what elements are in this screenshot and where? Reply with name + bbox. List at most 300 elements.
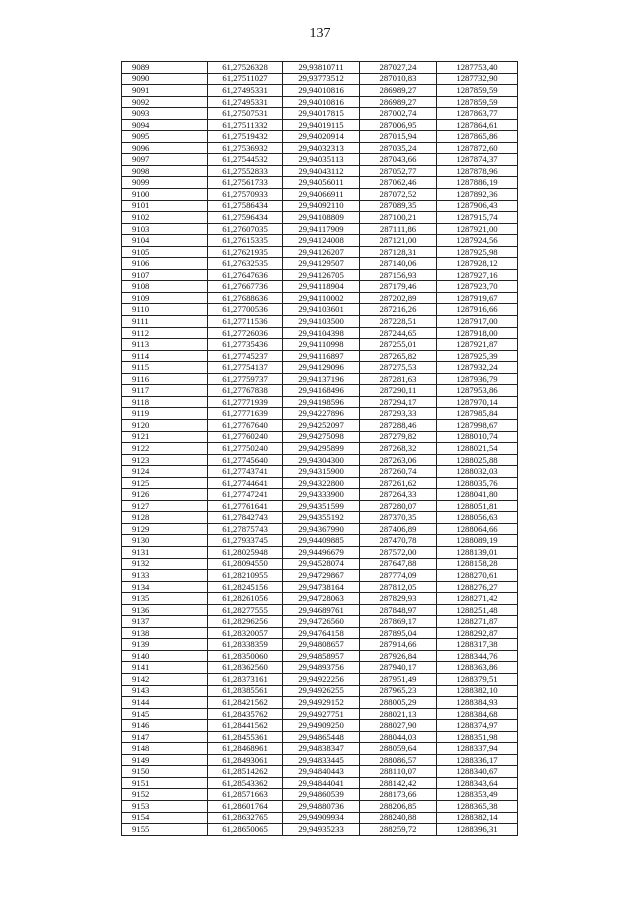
y-coordinate-cell: 1288365,38 <box>437 801 518 813</box>
x-coordinate-cell: 287002,74 <box>360 108 437 120</box>
table-row <box>122 200 518 212</box>
latitude-cell: 61,27519432 <box>208 131 283 143</box>
latitude-cell: 61,27767838 <box>208 385 283 397</box>
latitude-cell: 61,27507531 <box>208 108 283 120</box>
point-number-cell: 9155 <box>122 824 208 836</box>
point-number-cell: 9135 <box>122 593 208 605</box>
latitude-cell: 61,28210955 <box>208 570 283 582</box>
x-coordinate-cell: 287121,00 <box>360 235 437 247</box>
longitude-cell: 29,94010816 <box>283 85 360 97</box>
table-row <box>122 593 518 605</box>
y-coordinate-cell: 1288343,64 <box>437 777 518 789</box>
x-coordinate-cell: 287926,84 <box>360 650 437 662</box>
table-row <box>122 720 518 732</box>
longitude-cell: 29,94124008 <box>283 235 360 247</box>
x-coordinate-cell: 288142,42 <box>360 777 437 789</box>
table-row <box>122 500 518 512</box>
latitude-cell: 61,28441562 <box>208 720 283 732</box>
latitude-cell: 61,27586434 <box>208 200 283 212</box>
point-number-cell: 9092 <box>122 96 208 108</box>
longitude-cell: 29,94043112 <box>283 165 360 177</box>
latitude-cell: 61,28350060 <box>208 650 283 662</box>
table-row <box>122 708 518 720</box>
longitude-cell: 29,94355192 <box>283 512 360 524</box>
table-row <box>122 292 518 304</box>
longitude-cell: 29,94764158 <box>283 627 360 639</box>
latitude-cell: 61,28296256 <box>208 616 283 628</box>
table-row <box>122 743 518 755</box>
table-row <box>122 581 518 593</box>
longitude-cell: 29,94927751 <box>283 708 360 720</box>
point-number-cell: 9097 <box>122 154 208 166</box>
y-coordinate-cell: 1288384,68 <box>437 708 518 720</box>
longitude-cell: 29,94129096 <box>283 362 360 374</box>
x-coordinate-cell: 287010,83 <box>360 73 437 85</box>
x-coordinate-cell: 287848,97 <box>360 604 437 616</box>
longitude-cell: 29,94880736 <box>283 801 360 813</box>
longitude-cell: 29,94808657 <box>283 639 360 651</box>
point-number-cell: 9143 <box>122 685 208 697</box>
table-row <box>122 754 518 766</box>
table-row <box>122 154 518 166</box>
longitude-cell: 29,94252097 <box>283 419 360 431</box>
longitude-cell: 29,94860539 <box>283 789 360 801</box>
latitude-cell: 61,27495331 <box>208 96 283 108</box>
y-coordinate-cell: 1288271,87 <box>437 616 518 628</box>
latitude-cell: 61,27744641 <box>208 477 283 489</box>
point-number-cell: 9106 <box>122 258 208 270</box>
longitude-cell: 29,94295899 <box>283 443 360 455</box>
longitude-cell: 29,94056011 <box>283 177 360 189</box>
x-coordinate-cell: 287279,82 <box>360 431 437 443</box>
y-coordinate-cell: 1288374,97 <box>437 720 518 732</box>
point-number-cell: 9121 <box>122 431 208 443</box>
latitude-cell: 61,27754137 <box>208 362 283 374</box>
latitude-cell: 61,27759737 <box>208 373 283 385</box>
point-number-cell: 9098 <box>122 165 208 177</box>
table-row <box>122 766 518 778</box>
x-coordinate-cell: 288086,57 <box>360 754 437 766</box>
x-coordinate-cell: 288005,29 <box>360 697 437 709</box>
longitude-cell: 29,94409885 <box>283 535 360 547</box>
x-coordinate-cell: 287869,17 <box>360 616 437 628</box>
point-number-cell: 9131 <box>122 546 208 558</box>
y-coordinate-cell: 1288351,98 <box>437 731 518 743</box>
longitude-cell: 29,94909250 <box>283 720 360 732</box>
x-coordinate-cell: 287015,94 <box>360 131 437 143</box>
longitude-cell: 29,94092110 <box>283 200 360 212</box>
longitude-cell: 29,94118904 <box>283 281 360 293</box>
longitude-cell: 29,94929152 <box>283 697 360 709</box>
latitude-cell: 61,28421562 <box>208 697 283 709</box>
latitude-cell: 61,28245156 <box>208 581 283 593</box>
table-row <box>122 385 518 397</box>
x-coordinate-cell: 287100,21 <box>360 212 437 224</box>
table-row <box>122 189 518 201</box>
latitude-cell: 61,27647636 <box>208 269 283 281</box>
latitude-cell: 61,28094550 <box>208 558 283 570</box>
longitude-cell: 29,94315900 <box>283 466 360 478</box>
point-number-cell: 9112 <box>122 327 208 339</box>
x-coordinate-cell: 287263,06 <box>360 454 437 466</box>
point-number-cell: 9124 <box>122 466 208 478</box>
longitude-cell: 29,94935233 <box>283 824 360 836</box>
point-number-cell: 9114 <box>122 350 208 362</box>
point-number-cell: 9090 <box>122 73 208 85</box>
x-coordinate-cell: 287951,49 <box>360 673 437 685</box>
longitude-cell: 29,94110998 <box>283 339 360 351</box>
longitude-cell: 29,94017815 <box>283 108 360 120</box>
point-number-cell: 9141 <box>122 662 208 674</box>
longitude-cell: 29,94198596 <box>283 396 360 408</box>
longitude-cell: 29,94019115 <box>283 119 360 131</box>
y-coordinate-cell: 1287921,00 <box>437 223 518 235</box>
latitude-cell: 61,28338359 <box>208 639 283 651</box>
y-coordinate-cell: 1287872,60 <box>437 142 518 154</box>
latitude-cell: 61,27933745 <box>208 535 283 547</box>
x-coordinate-cell: 287027,24 <box>360 62 437 74</box>
y-coordinate-cell: 1287924,56 <box>437 235 518 247</box>
x-coordinate-cell: 288021,13 <box>360 708 437 720</box>
point-number-cell: 9111 <box>122 316 208 328</box>
table-row <box>122 165 518 177</box>
point-number-cell: 9120 <box>122 419 208 431</box>
point-number-cell: 9145 <box>122 708 208 720</box>
longitude-cell: 29,94333900 <box>283 489 360 501</box>
y-coordinate-cell: 1288010,74 <box>437 431 518 443</box>
point-number-cell: 9109 <box>122 292 208 304</box>
x-coordinate-cell: 287062,46 <box>360 177 437 189</box>
longitude-cell: 29,94126207 <box>283 246 360 258</box>
y-coordinate-cell: 1288025,88 <box>437 454 518 466</box>
table-row <box>122 246 518 258</box>
latitude-cell: 61,27771939 <box>208 396 283 408</box>
y-coordinate-cell: 1287932,24 <box>437 362 518 374</box>
x-coordinate-cell: 287829,93 <box>360 593 437 605</box>
latitude-cell: 61,28362560 <box>208 662 283 674</box>
point-number-cell: 9093 <box>122 108 208 120</box>
x-coordinate-cell: 288027,90 <box>360 720 437 732</box>
table-row <box>122 258 518 270</box>
latitude-cell: 61,28514262 <box>208 766 283 778</box>
longitude-cell: 29,94104398 <box>283 327 360 339</box>
y-coordinate-cell: 1287878,96 <box>437 165 518 177</box>
point-number-cell: 9094 <box>122 119 208 131</box>
y-coordinate-cell: 1288384,93 <box>437 697 518 709</box>
y-coordinate-cell: 1288353,49 <box>437 789 518 801</box>
y-coordinate-cell: 1288382,14 <box>437 812 518 824</box>
latitude-cell: 61,27688636 <box>208 292 283 304</box>
x-coordinate-cell: 288240,88 <box>360 812 437 824</box>
longitude-cell: 29,94833445 <box>283 754 360 766</box>
longitude-cell: 29,94926255 <box>283 685 360 697</box>
y-coordinate-cell: 1288396,31 <box>437 824 518 836</box>
point-number-cell: 9150 <box>122 766 208 778</box>
table-row <box>122 812 518 824</box>
y-coordinate-cell: 1287985,84 <box>437 408 518 420</box>
point-number-cell: 9153 <box>122 801 208 813</box>
y-coordinate-cell: 1288064,66 <box>437 523 518 535</box>
table-row <box>122 396 518 408</box>
y-coordinate-cell: 1288035,76 <box>437 477 518 489</box>
x-coordinate-cell: 287895,04 <box>360 627 437 639</box>
longitude-cell: 29,94035113 <box>283 154 360 166</box>
table-row <box>122 523 518 535</box>
table-row <box>122 627 518 639</box>
x-coordinate-cell: 287370,35 <box>360 512 437 524</box>
coordinates-table <box>121 61 518 836</box>
y-coordinate-cell: 1288363,86 <box>437 662 518 674</box>
point-number-cell: 9095 <box>122 131 208 143</box>
table-row <box>122 489 518 501</box>
point-number-cell: 9136 <box>122 604 208 616</box>
table-row <box>122 639 518 651</box>
x-coordinate-cell: 287216,26 <box>360 304 437 316</box>
latitude-cell: 61,28435762 <box>208 708 283 720</box>
y-coordinate-cell: 1287864,61 <box>437 119 518 131</box>
latitude-cell: 61,27771639 <box>208 408 283 420</box>
latitude-cell: 61,27735436 <box>208 339 283 351</box>
table-row <box>122 466 518 478</box>
table-row <box>122 731 518 743</box>
latitude-cell: 61,28277555 <box>208 604 283 616</box>
x-coordinate-cell: 287470,78 <box>360 535 437 547</box>
x-coordinate-cell: 287774,09 <box>360 570 437 582</box>
point-number-cell: 9101 <box>122 200 208 212</box>
table-row <box>122 777 518 789</box>
point-number-cell: 9128 <box>122 512 208 524</box>
x-coordinate-cell: 287647,88 <box>360 558 437 570</box>
x-coordinate-cell: 287089,35 <box>360 200 437 212</box>
point-number-cell: 9100 <box>122 189 208 201</box>
y-coordinate-cell: 1287925,98 <box>437 246 518 258</box>
latitude-cell: 61,27536932 <box>208 142 283 154</box>
y-coordinate-cell: 1288337,94 <box>437 743 518 755</box>
x-coordinate-cell: 287264,33 <box>360 489 437 501</box>
y-coordinate-cell: 1287919,67 <box>437 292 518 304</box>
point-number-cell: 9089 <box>122 62 208 74</box>
latitude-cell: 61,27842743 <box>208 512 283 524</box>
y-coordinate-cell: 1287874,37 <box>437 154 518 166</box>
y-coordinate-cell: 1288344,76 <box>437 650 518 662</box>
y-coordinate-cell: 1288270,61 <box>437 570 518 582</box>
table-row <box>122 650 518 662</box>
table-row <box>122 616 518 628</box>
longitude-cell: 29,94304300 <box>283 454 360 466</box>
latitude-cell: 61,27526328 <box>208 62 283 74</box>
point-number-cell: 9133 <box>122 570 208 582</box>
x-coordinate-cell: 287260,74 <box>360 466 437 478</box>
y-coordinate-cell: 1288379,51 <box>437 673 518 685</box>
point-number-cell: 9137 <box>122 616 208 628</box>
y-coordinate-cell: 1288056,63 <box>437 512 518 524</box>
latitude-cell: 61,27875743 <box>208 523 283 535</box>
x-coordinate-cell: 287202,89 <box>360 292 437 304</box>
latitude-cell: 61,28543362 <box>208 777 283 789</box>
point-number-cell: 9122 <box>122 443 208 455</box>
latitude-cell: 61,27726036 <box>208 327 283 339</box>
table-row <box>122 212 518 224</box>
latitude-cell: 61,28493061 <box>208 754 283 766</box>
latitude-cell: 61,28468961 <box>208 743 283 755</box>
longitude-cell: 29,94528074 <box>283 558 360 570</box>
table-row <box>122 108 518 120</box>
x-coordinate-cell: 287052,77 <box>360 165 437 177</box>
point-number-cell: 9132 <box>122 558 208 570</box>
latitude-cell: 61,27511332 <box>208 119 283 131</box>
table-row <box>122 685 518 697</box>
table-row <box>122 443 518 455</box>
point-number-cell: 9096 <box>122 142 208 154</box>
point-number-cell: 9091 <box>122 85 208 97</box>
table-row <box>122 558 518 570</box>
point-number-cell: 9125 <box>122 477 208 489</box>
y-coordinate-cell: 1287859,59 <box>437 85 518 97</box>
longitude-cell: 29,94108809 <box>283 212 360 224</box>
y-coordinate-cell: 1288276,27 <box>437 581 518 593</box>
longitude-cell: 29,94010816 <box>283 96 360 108</box>
y-coordinate-cell: 1288382,10 <box>437 685 518 697</box>
longitude-cell: 29,94496679 <box>283 546 360 558</box>
latitude-cell: 61,27747241 <box>208 489 283 501</box>
table-row <box>122 269 518 281</box>
longitude-cell: 29,94689761 <box>283 604 360 616</box>
x-coordinate-cell: 287294,17 <box>360 396 437 408</box>
point-number-cell: 9129 <box>122 523 208 535</box>
latitude-cell: 61,28571663 <box>208 789 283 801</box>
latitude-cell: 61,28025948 <box>208 546 283 558</box>
longitude-cell: 29,93773512 <box>283 73 360 85</box>
table-row <box>122 604 518 616</box>
longitude-cell: 29,94840443 <box>283 766 360 778</box>
coordinates-table-body <box>122 62 518 836</box>
y-coordinate-cell: 1287923,70 <box>437 281 518 293</box>
y-coordinate-cell: 1288340,67 <box>437 766 518 778</box>
y-coordinate-cell: 1288032,03 <box>437 466 518 478</box>
latitude-cell: 61,28601764 <box>208 801 283 813</box>
longitude-cell: 29,94367990 <box>283 523 360 535</box>
point-number-cell: 9113 <box>122 339 208 351</box>
latitude-cell: 61,27760240 <box>208 431 283 443</box>
latitude-cell: 61,27615335 <box>208 235 283 247</box>
table-row <box>122 454 518 466</box>
longitude-cell: 29,94322800 <box>283 477 360 489</box>
latitude-cell: 61,27745640 <box>208 454 283 466</box>
table-row <box>122 546 518 558</box>
point-number-cell: 9117 <box>122 385 208 397</box>
y-coordinate-cell: 1288041,80 <box>437 489 518 501</box>
table-row <box>122 408 518 420</box>
table-row <box>122 304 518 316</box>
table-row <box>122 142 518 154</box>
table-row <box>122 362 518 374</box>
point-number-cell: 9142 <box>122 673 208 685</box>
point-number-cell: 9102 <box>122 212 208 224</box>
point-number-cell: 9151 <box>122 777 208 789</box>
table-row <box>122 281 518 293</box>
point-number-cell: 9115 <box>122 362 208 374</box>
latitude-cell: 61,27570933 <box>208 189 283 201</box>
point-number-cell: 9108 <box>122 281 208 293</box>
y-coordinate-cell: 1287865,86 <box>437 131 518 143</box>
y-coordinate-cell: 1287936,79 <box>437 373 518 385</box>
longitude-cell: 29,94110002 <box>283 292 360 304</box>
y-coordinate-cell: 1288089,19 <box>437 535 518 547</box>
longitude-cell: 29,94922256 <box>283 673 360 685</box>
point-number-cell: 9116 <box>122 373 208 385</box>
longitude-cell: 29,94351599 <box>283 500 360 512</box>
x-coordinate-cell: 287128,31 <box>360 246 437 258</box>
latitude-cell: 61,27544532 <box>208 154 283 166</box>
longitude-cell: 29,94728063 <box>283 593 360 605</box>
table-row <box>122 512 518 524</box>
x-coordinate-cell: 288206,85 <box>360 801 437 813</box>
latitude-cell: 61,27632535 <box>208 258 283 270</box>
y-coordinate-cell: 1288336,17 <box>437 754 518 766</box>
longitude-cell: 29,94117909 <box>283 223 360 235</box>
latitude-cell: 61,28650065 <box>208 824 283 836</box>
longitude-cell: 29,94858957 <box>283 650 360 662</box>
longitude-cell: 29,94116897 <box>283 350 360 362</box>
x-coordinate-cell: 287035,24 <box>360 142 437 154</box>
x-coordinate-cell: 287179,46 <box>360 281 437 293</box>
x-coordinate-cell: 288110,07 <box>360 766 437 778</box>
latitude-cell: 61,28261056 <box>208 593 283 605</box>
table-row <box>122 350 518 362</box>
latitude-cell: 61,27607035 <box>208 223 283 235</box>
latitude-cell: 61,27700536 <box>208 304 283 316</box>
table-row <box>122 177 518 189</box>
x-coordinate-cell: 287275,53 <box>360 362 437 374</box>
latitude-cell: 61,28385561 <box>208 685 283 697</box>
table-row <box>122 327 518 339</box>
point-number-cell: 9149 <box>122 754 208 766</box>
point-number-cell: 9103 <box>122 223 208 235</box>
longitude-cell: 29,94726560 <box>283 616 360 628</box>
table-row <box>122 431 518 443</box>
y-coordinate-cell: 1287927,16 <box>437 269 518 281</box>
x-coordinate-cell: 287244,65 <box>360 327 437 339</box>
table-row <box>122 131 518 143</box>
y-coordinate-cell: 1288139,01 <box>437 546 518 558</box>
x-coordinate-cell: 287156,93 <box>360 269 437 281</box>
point-number-cell: 9099 <box>122 177 208 189</box>
longitude-cell: 29,94844041 <box>283 777 360 789</box>
y-coordinate-cell: 1287925,39 <box>437 350 518 362</box>
y-coordinate-cell: 1287918,00 <box>437 327 518 339</box>
y-coordinate-cell: 1288158,28 <box>437 558 518 570</box>
y-coordinate-cell: 1287998,67 <box>437 419 518 431</box>
latitude-cell: 61,27621935 <box>208 246 283 258</box>
point-number-cell: 9144 <box>122 697 208 709</box>
longitude-cell: 29,94168496 <box>283 385 360 397</box>
x-coordinate-cell: 287140,06 <box>360 258 437 270</box>
x-coordinate-cell: 287290,11 <box>360 385 437 397</box>
latitude-cell: 61,27767640 <box>208 419 283 431</box>
x-coordinate-cell: 287940,17 <box>360 662 437 674</box>
point-number-cell: 9123 <box>122 454 208 466</box>
point-number-cell: 9127 <box>122 500 208 512</box>
x-coordinate-cell: 287072,52 <box>360 189 437 201</box>
y-coordinate-cell: 1288317,38 <box>437 639 518 651</box>
longitude-cell: 29,94066911 <box>283 189 360 201</box>
table-row <box>122 223 518 235</box>
table-row <box>122 824 518 836</box>
x-coordinate-cell: 287281,63 <box>360 373 437 385</box>
longitude-cell: 29,94893756 <box>283 662 360 674</box>
y-coordinate-cell: 1287859,59 <box>437 96 518 108</box>
latitude-cell: 61,28455361 <box>208 731 283 743</box>
